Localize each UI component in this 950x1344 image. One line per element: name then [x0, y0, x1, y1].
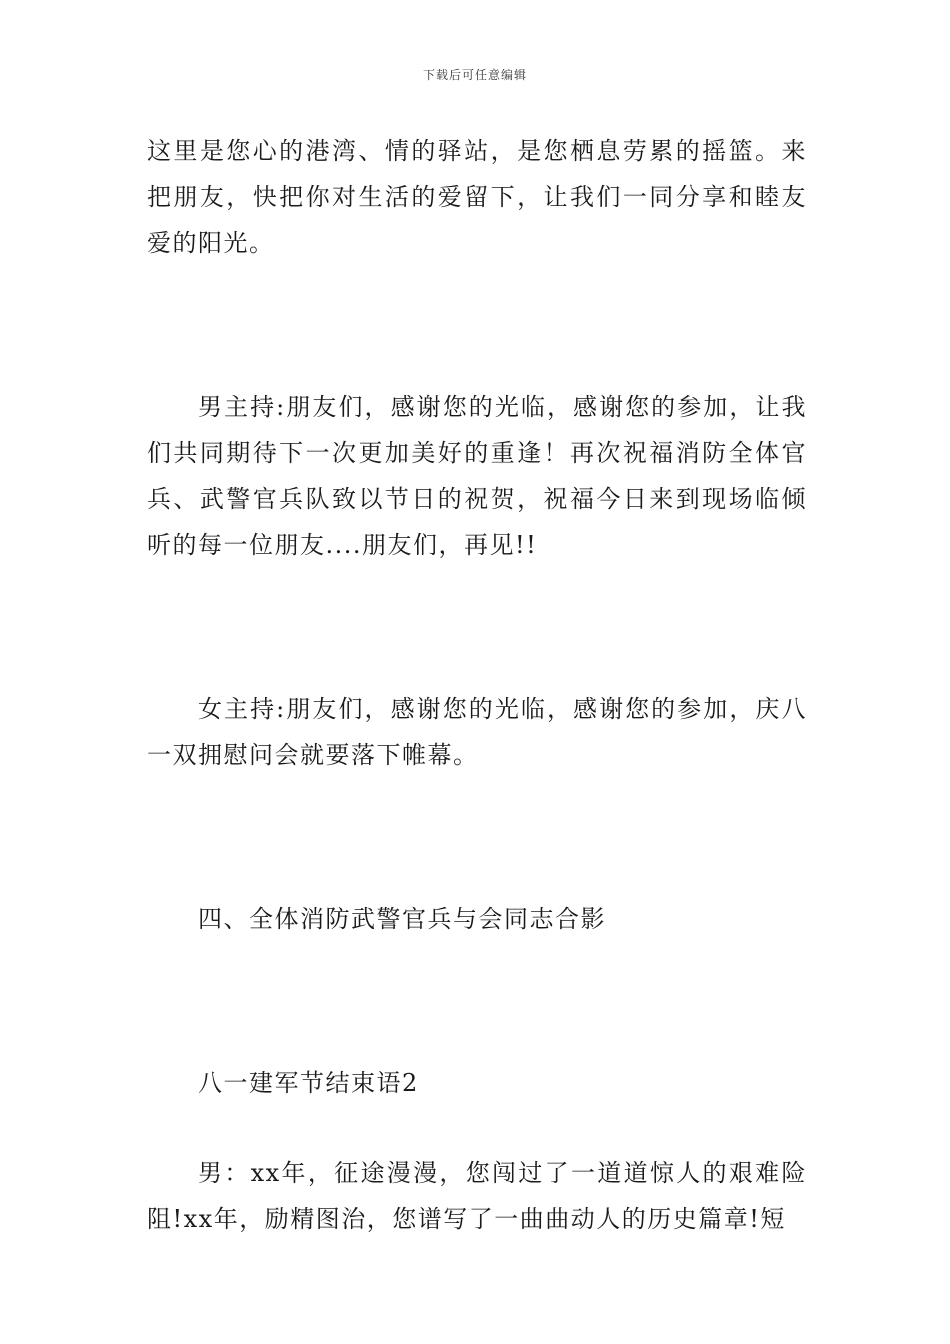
section-heading-group-photo: 四、全体消防武警官兵与会同志合影: [198, 905, 606, 933]
document-body: [147, 128, 807, 1242]
paragraph-closing-remarks: 这里是您心的港湾、情的驿站，是您栖息劳累的摇篮。来把朋友，快把你对生活的爱留下，让我们一同分享和睦友爱的阳光。: [147, 137, 807, 257]
page-header-note: 下载后可任意编辑: [422, 68, 527, 82]
paragraph-male-host: 男主持:朋友们，感谢您的光临，感谢您的参加，让我们共同期待下一次更加美好的重逢！再次祝福消防全体官兵、武警官兵队致以节日的祝贺，祝福今日来到现场临倾听的每一位朋友....朋友们，再见!!: [147, 393, 807, 559]
paragraph-male-speech: 男：xx年，征途漫漫，您闯过了一道道惊人的艰难险阻!xx年，励精图治，您谱写了一曲曲动人的历史篇章!短: [147, 1159, 807, 1233]
paragraph-female-host: 女主持:朋友们，感谢您的光临，感谢您的参加，庆八一双拥慰问会就要落下帷幕。: [147, 695, 807, 769]
section-title-closing-words-2: 八一建军节结束语2: [198, 1069, 419, 1097]
